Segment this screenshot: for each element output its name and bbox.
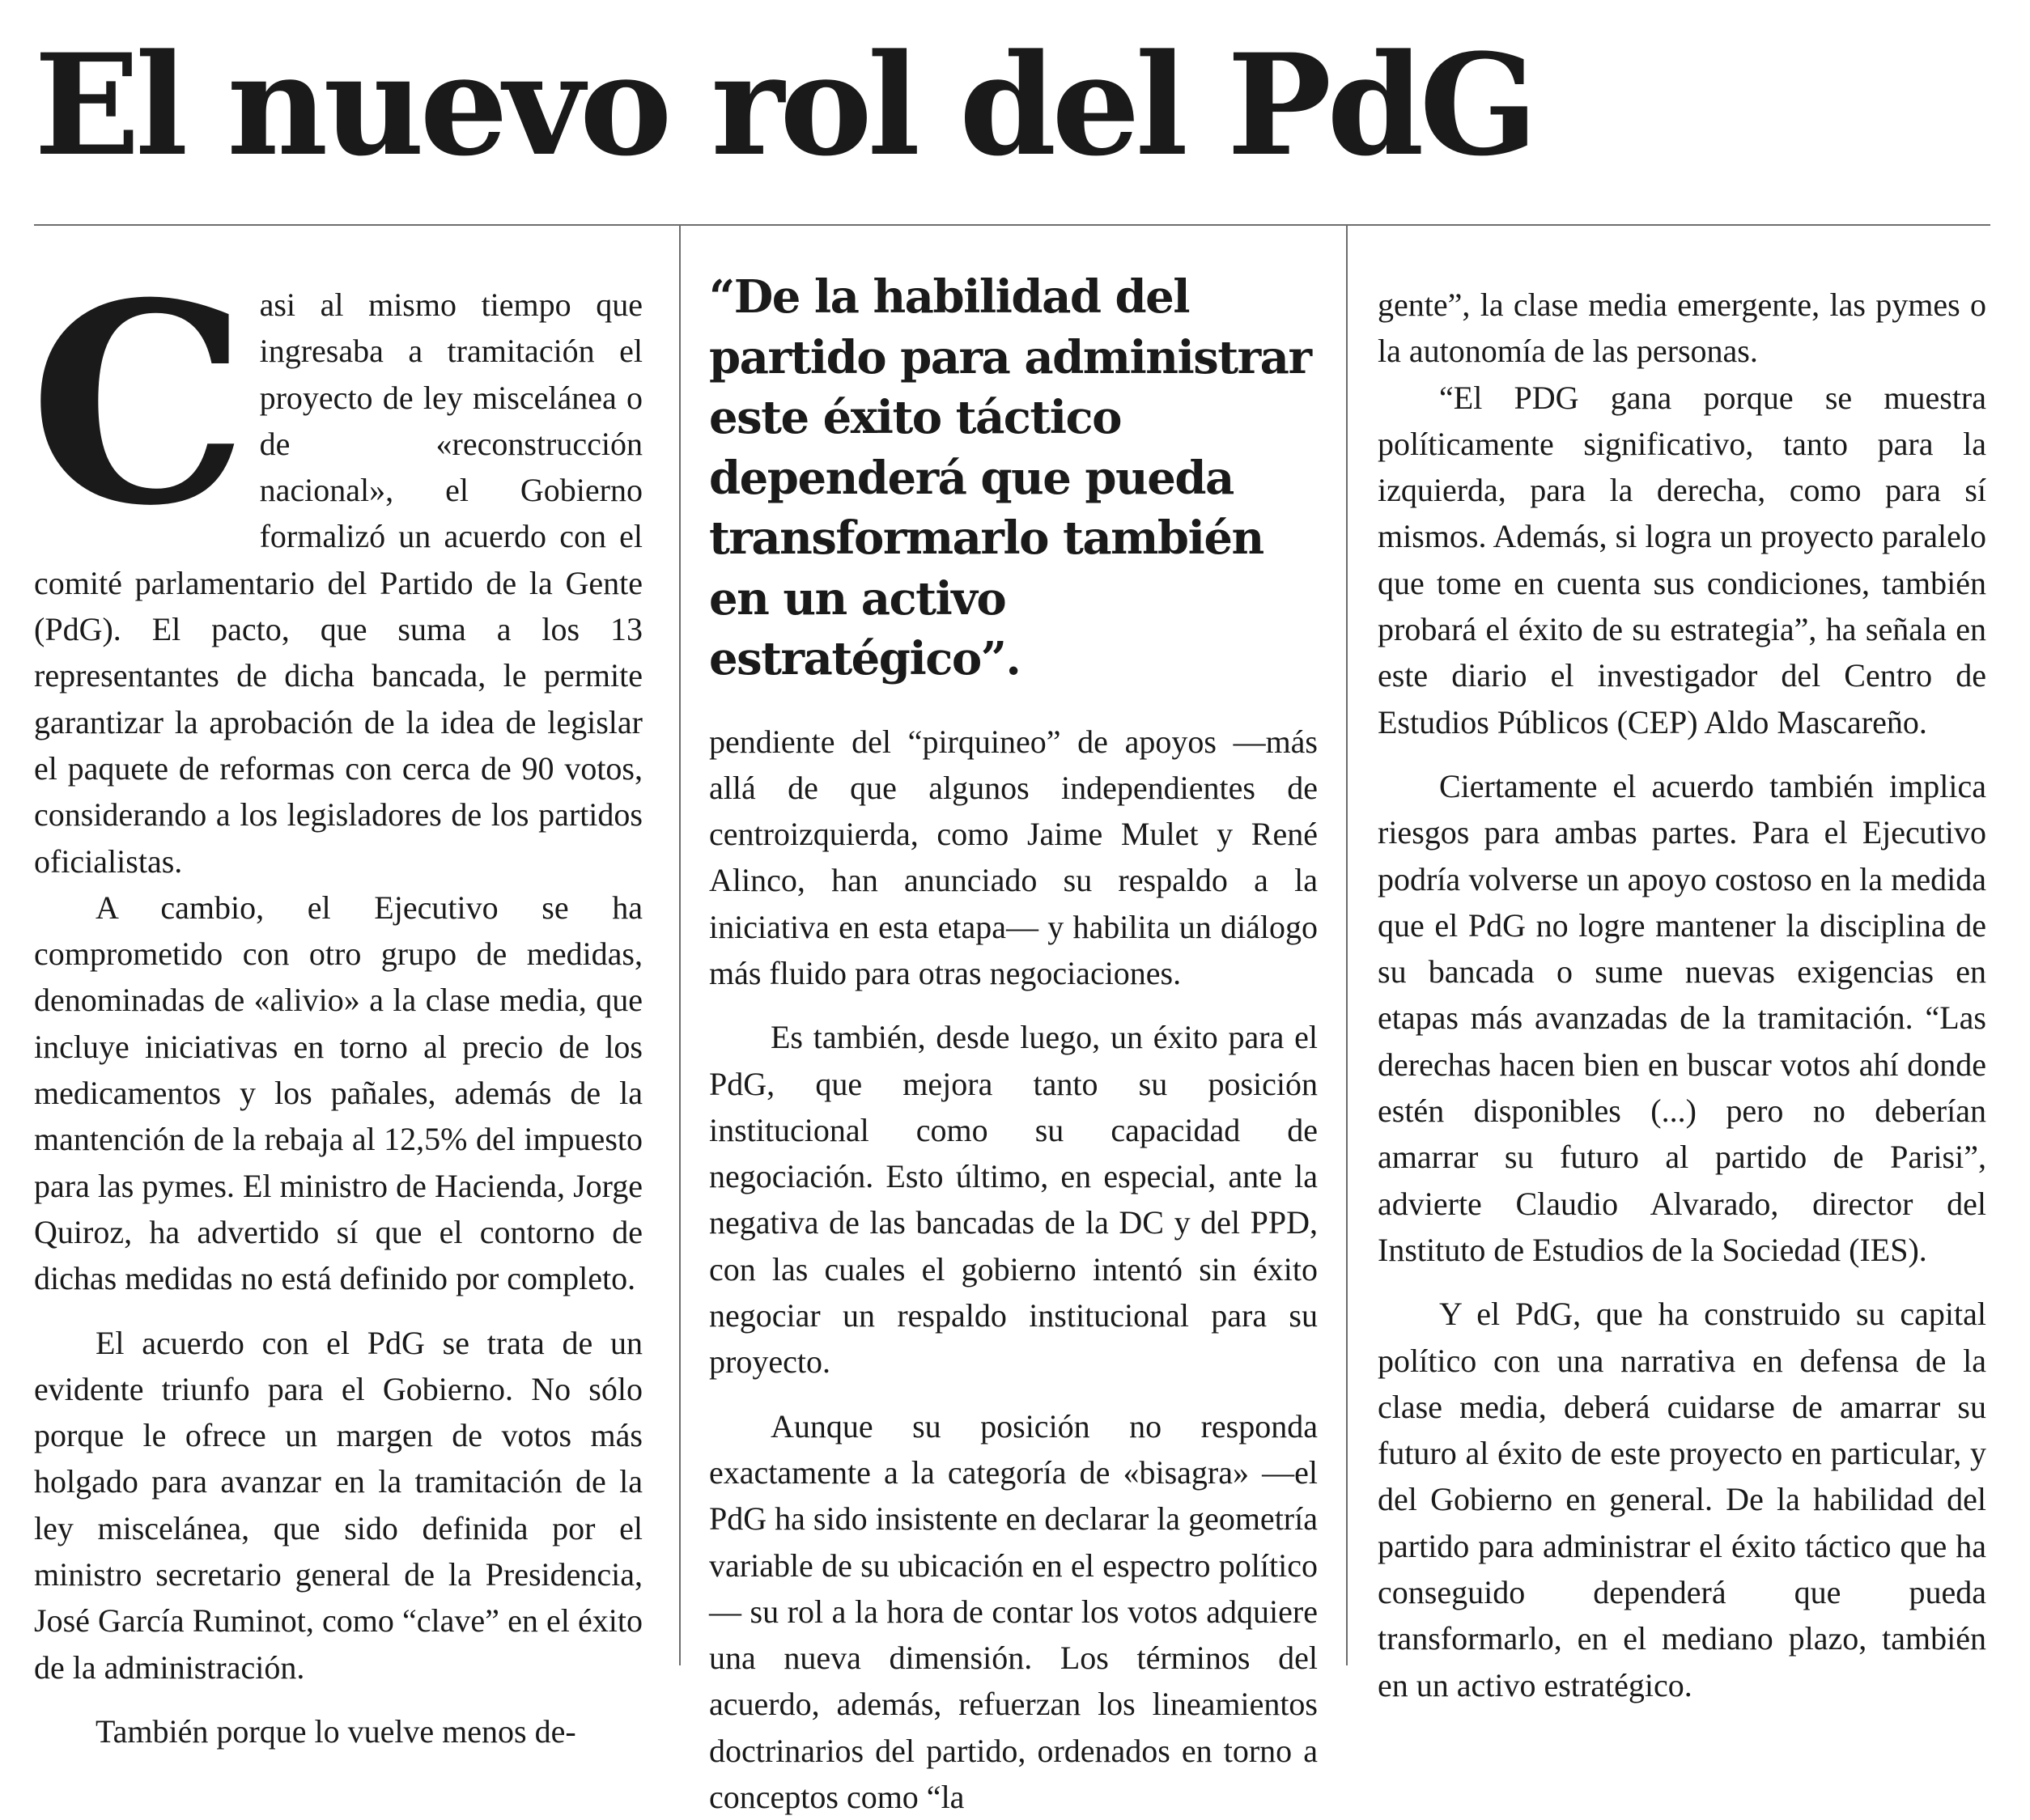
paragraph: También porque lo vuelve menos de- [96, 1712, 576, 1750]
paragraph: Y el PdG, que ha construido su capital político con una narrativa en defensa de la clase media, deberá cuidarse de amarrar su futuro al éxito de este proyecto en particular, y del Gobierno en general. De la habilidad del partido para administrar el éxito táctico que ha conseguido dependerá que pueda transformarlo, en el mediano plazo, también en un activo estratégico. [1378, 1296, 1986, 1703]
paragraph: El acuerdo con el PdG se trata de un evidente triunfo para el Gobierno. No sólo porque le ofrece un margen de votos más holgado para avanzar en la tramitación de la ley miscelánea, que sido definida por el ministro secretario general de la Presidencia, José García Ruminot, como “clave” en el éxito de la administración. [34, 1324, 643, 1686]
paragraph: pendiente del “pirquineo” de apoyos —más allá de que algunos independientes de centroizquierda, como Jaime Mulet y René Alinco, han anunciado su respaldo a la iniciativa en esta etapa— y habilita un diálogo más fluido para otras negociaciones. [709, 723, 1318, 991]
paragraph: “El PDG gana porque se muestra políticamente significativo, tanto para la izquierda, para la derecha, como para sí mismos. Además, si logra un proyecto paralelo que tome en cuenta sus condiciones, también probará el éxito de su estrategia”, ha señala en este diario el investigador del Centro de Estudios Públicos (CEP) Aldo Mascareño. [1378, 379, 1986, 740]
headline: El nuevo rol del PdG [34, 23, 1534, 187]
paragraph: Es también, desde luego, un éxito para el PdG, que mejora tanto su posición institucional como su capacidad de negociación. Esto último, en especial, ante la negativa de las bancadas de la DC y del PPD, con las cuales el gobierno intentó sin éxito negociar un respaldo institucional para su proyecto. [709, 1019, 1318, 1381]
top-rule [34, 224, 1990, 226]
paragraph: gente”, la clase media emergente, las pymes o la autonomía de las personas. [1378, 286, 1986, 370]
drop-cap: C [29, 244, 240, 566]
pull-quote: “De la habilidad del partido para administrar este éxito táctico dependerá que pueda transformarlo también en un activo estratégico”. [709, 270, 1311, 685]
paragraph: A cambio, el Ejecutivo se ha comprometido con otro grupo de medidas, denominadas de «alivio» a la clase media, que incluye iniciativas en torno al precio de los medicamentos y los pañales, además de la mantención de la rebaja al 12,5% del impuesto para las pymes. El ministro de Hacienda, Jorge Quiroz, ha advertido sí que el contorno de dichas medidas no está definido por completo. [34, 889, 643, 1297]
column-3 [1378, 282, 1986, 1703]
paragraph: Ciertamente el acuerdo también implica riesgos para ambas partes. Para el Ejecutivo podría volverse un apoyo costoso en la medida que el PdG no logre mantener la disciplina de su bancada o sume nuevas exigencias en etapas más avanzadas de la tramitación. “Las derechas hacen bien en buscar votos ahí donde estén disponibles (...) pero no deberían amarrar su futuro al partido de Parisi”, advierte Claudio Alvarado, director del Instituto de Estudios de la Sociedad (IES). [1378, 767, 1986, 1268]
column-divider-1 [679, 225, 681, 1665]
column-divider-2 [1346, 225, 1348, 1665]
column-1 [29, 244, 643, 1750]
column-2 [709, 267, 1318, 1816]
paragraph: Aunque su posición no responda exactamente a la categoría de «bisagra» —el PdG ha sido insistente en declarar la geometría variable de su ubicación en el espectro político— su rol a la hora de contar los votos adquiere una nueva dimensión. Los términos del acuerdo, además, refuerzan los lineamientos doctrinarios del partido, ordenados en torno a conceptos como “la [709, 1407, 1318, 1816]
paragraph: asi al mismo tiempo que ingresaba a tramitación el proyecto de ley miscelánea o de «reconstrucción nacional», el Gobierno formalizó un acuerdo con el comité parlamentario del Partido de la Gente (PdG). El pacto, que suma a los 13 representantes de dicha bancada, le permite garantizar la aprobación de la idea de legislar el paquete de reformas con cerca de 90 votos, considerando a los legisladores de los partidos oficialistas. [34, 286, 643, 880]
